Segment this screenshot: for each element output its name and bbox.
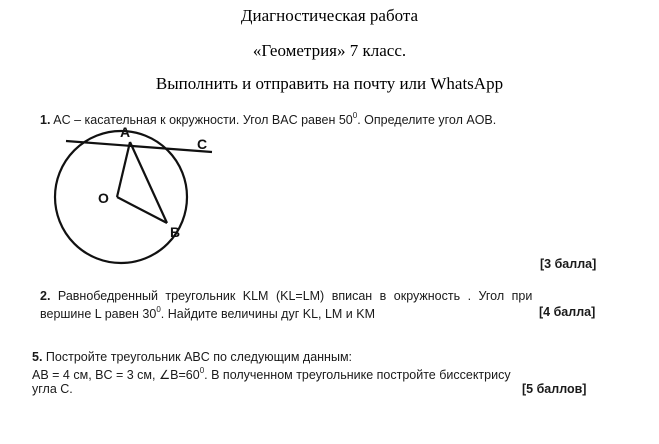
- task2-points: [4 балла]: [539, 305, 596, 319]
- worksheet-subject: «Геометрия» 7 класс.: [252, 41, 407, 60]
- task5-line3: угла С.: [32, 382, 73, 396]
- task1-degree-sup: 0: [352, 111, 358, 120]
- task1-label-b: B: [170, 224, 181, 240]
- task2-text-line1: Равнобедренный треугольник KLM (KL=LM) вписан в окружность . Угол при: [57, 289, 533, 303]
- task1-points: [3 балла]: [540, 257, 597, 271]
- task5-degree-sup: 0: [199, 366, 205, 375]
- task1-label-o: O: [98, 190, 109, 206]
- task5-line1: [32, 350, 352, 364]
- task1-segment-ab: [130, 142, 167, 223]
- task5-text-b: . В полученном треугольнике постройте биссектрису: [204, 368, 511, 382]
- task5-line2: [32, 366, 511, 382]
- worksheet-title: Диагностическая работа: [240, 6, 419, 25]
- worksheet-instructions: Выполнить и отправить на почту или WhatsApp: [155, 74, 504, 93]
- task5-text-line1: Постройте треугольник ABC по следующим данным:: [45, 350, 353, 364]
- task1-segment-ob: [117, 197, 167, 223]
- task1-text-b: . Определите угол AOB.: [357, 113, 497, 127]
- task5-text-a: AB = 4 см, BC = 3 см, ∠B=60: [32, 368, 200, 382]
- task2-degree-sup: 0: [156, 305, 161, 314]
- task2-text-b: . Найдите величины дуг KL, LM и KM: [160, 307, 376, 321]
- task5-points: [5 баллов]: [522, 382, 587, 396]
- task1-circle: [55, 131, 187, 263]
- task1-text-a: AC – касательная к окружности. Угол BAC равен 50: [53, 113, 353, 127]
- task1-tangent-line: [66, 141, 212, 152]
- task2-number: 2.: [40, 289, 51, 303]
- task1-segment-oa: [117, 142, 130, 197]
- task5-number: 5.: [32, 350, 43, 364]
- task2-line1: [40, 289, 532, 303]
- task1-label-a: A: [120, 124, 131, 140]
- task1-number: 1.: [40, 113, 51, 127]
- task1-label-c: C: [197, 136, 208, 152]
- task2-text-a: вершине L равен 30: [40, 307, 157, 321]
- task2-line2: [40, 305, 375, 321]
